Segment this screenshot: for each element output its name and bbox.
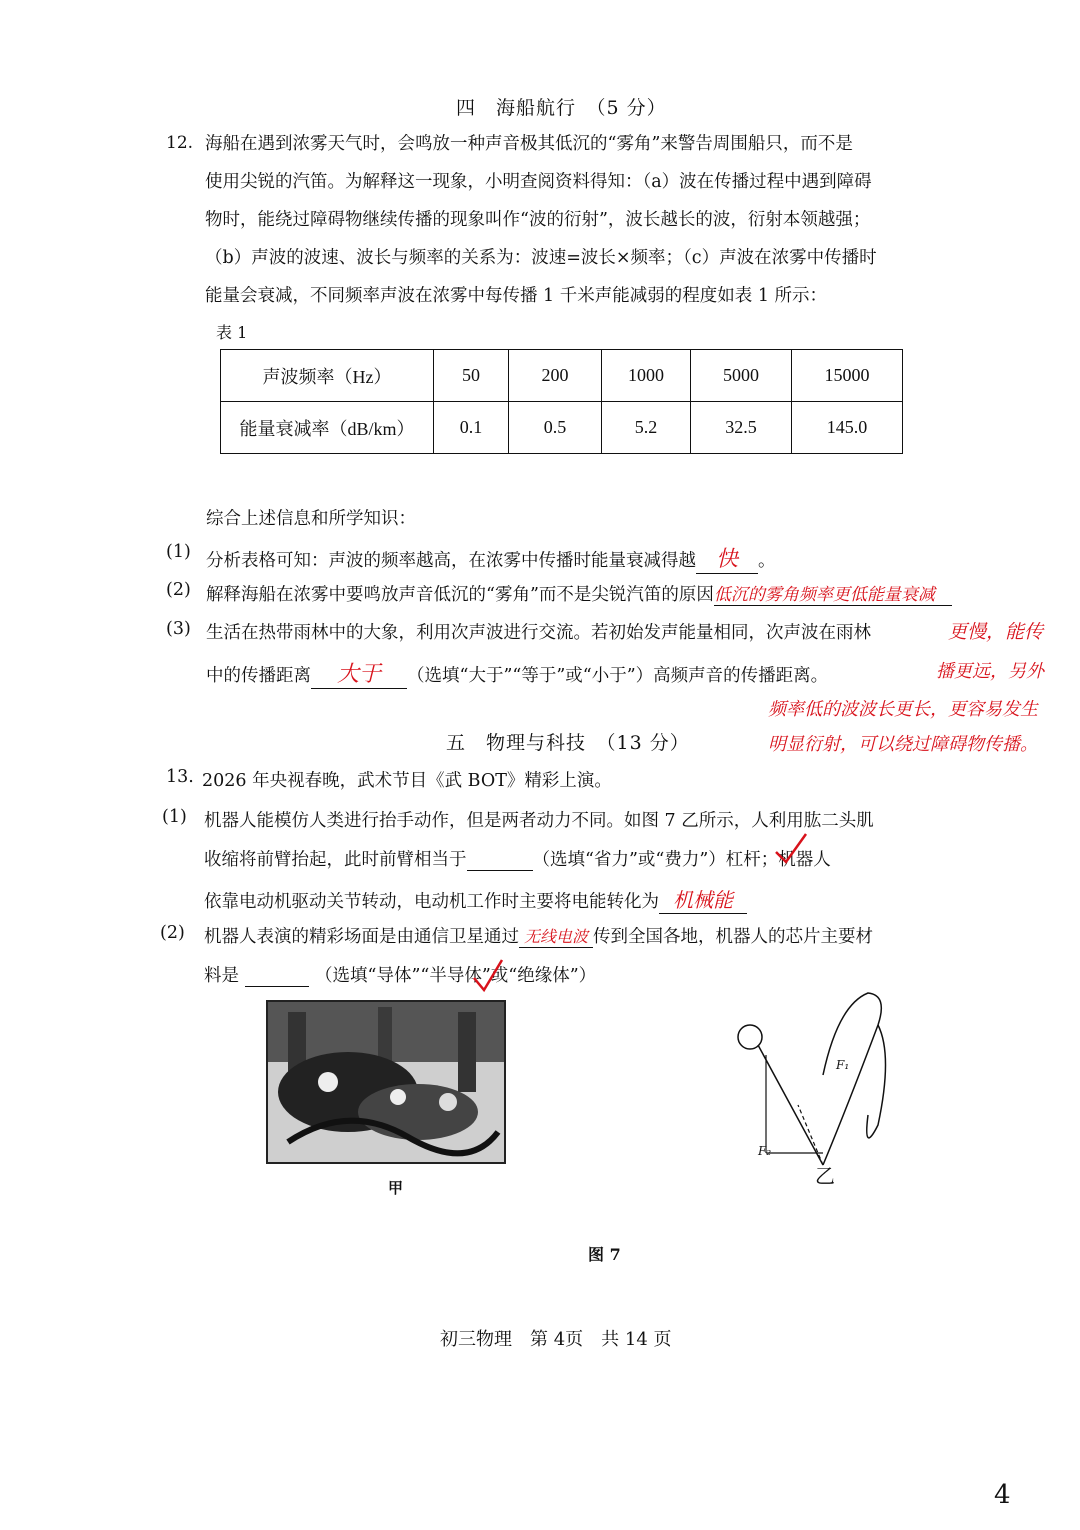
figure-label-left: 甲 (388, 1179, 404, 1197)
figure-label-right: 乙 (815, 1164, 835, 1188)
q12-sub1-answer: 快 (696, 542, 758, 574)
q12-line-2: 使用尖锐的汽笛。为解释这一现象，小明查阅资料得知：（a）波在传播过程中遇到障碍 (205, 172, 872, 192)
q13-sub1-text-b: （选填“省力”或“费力”）杠杆；机器人 (532, 850, 831, 870)
q13-sub1-answer: 机械能 (659, 884, 747, 914)
q12-sub3-text-b: （选填“大于”“等于”或“小于”）高频声音的传播距离。 (407, 666, 829, 686)
q13-sub1-number: (1) (162, 807, 187, 827)
figure-photo-robot-performance (266, 1000, 506, 1164)
table-caption: 表 1 (216, 323, 248, 342)
q13-sub1-text-c: 依靠电动机驱动关节转动，电动机工作时主要将电能转化为 (204, 892, 659, 912)
table-cell: 0.1 (434, 402, 509, 454)
check-mark-icon (770, 828, 810, 868)
q12-sub2-text: 解释海船在浓雾中要鸣放声音低沉的“雾角”而不是尖锐汽笛的原因 (206, 585, 714, 605)
q13-number: 13. (166, 767, 194, 787)
page-number: 4 (994, 1480, 1011, 1510)
table-cell: 50 (434, 350, 509, 402)
q12-sub3-text-a: 中的传播距离 (206, 666, 311, 686)
q12-number: 12. (166, 133, 194, 153)
q13-sub2-line2 (204, 962, 596, 987)
q12-sub3-note4: 明显衍射，可以绕过障碍物传播。 (768, 734, 1038, 755)
force1-label: F₁ (836, 1058, 850, 1072)
q13-sub1-blank (467, 850, 533, 871)
q12-sub2-answer: 低沉的雾角频率更低能量衰减 (714, 580, 952, 606)
q13-stem: 2026 年央视春晚，武术节目《武 BOT》精彩上演。 (202, 771, 612, 791)
q12-sub3-note3: 频率低的波波长更长，更容易发生 (768, 699, 1038, 720)
q12-sub2-number: (2) (166, 580, 191, 600)
section5-title: 五 物理与科技 （13 分） (446, 732, 690, 754)
q13-sub2-text-c: 料是 (204, 966, 239, 986)
q12-sub3-answer: 大于 (311, 657, 407, 689)
table-cell: 5000 (691, 350, 792, 402)
q12-line-1: 海船在遇到浓雾天气时，会鸣放一种声音极其低沉的“雾角”来警告周围船只，而不是 (205, 134, 853, 154)
page-footer: 初三物理 第 4页 共 14 页 (440, 1329, 672, 1350)
table-cell: 1000 (602, 350, 691, 402)
table-row-frequency (221, 350, 903, 402)
q12-sub3-note1: 更慢，能传 (948, 621, 1044, 643)
attenuation-table (220, 349, 903, 454)
q13-sub1-text-a: 收缩将前臂抬起，此时前臂相当于 (204, 850, 467, 870)
table-header-frequency: 声波频率（Hz） (221, 350, 434, 402)
q12-sub3-note2: 播更远，另外 (936, 661, 1044, 682)
q13-sub1-line3 (204, 884, 747, 914)
q12-sub3-line1: 生活在热带雨林中的大象，利用次声波进行交流。若初始发声能量相同，次声波在雨林 (206, 623, 871, 643)
force2-label: F₂ (758, 1144, 772, 1158)
table-header-attenuation: 能量衰减率（dB/km） (221, 402, 434, 454)
q12-sub2 (206, 580, 952, 606)
q12-sub1 (206, 542, 776, 574)
table-cell: 0.5 (509, 402, 602, 454)
check-mark-icon (470, 956, 506, 996)
arm-lever-diagram (728, 985, 908, 1185)
q12-line-3: 物时，能绕过障碍物继续传播的现象叫作“波的衍射”，波长越长的波，衍射本领越强； (205, 210, 871, 230)
q13-sub2-text-d: （选填“导体”“半导体”或“绝缘体”） (315, 966, 597, 986)
table-cell: 200 (509, 350, 602, 402)
q12-sub1-text: 分析表格可知：声波的频率越高，在浓雾中传播时能量衰减得越 (206, 551, 696, 571)
q13-sub2-text-b: 传到全国各地，机器人的芯片主要材 (593, 927, 873, 947)
q13-sub1-line1: 机器人能模仿人类进行抬手动作，但是两者动力不同。如图 7 乙所示，人利用肱二头肌 (204, 811, 874, 831)
q13-sub2-number: (2) (160, 923, 185, 943)
q13-sub2-blank (245, 966, 309, 987)
section4-title: 四 海船航行 （5 分） (456, 97, 667, 119)
table-cell: 5.2 (602, 402, 691, 454)
q13-sub1-line2 (204, 846, 831, 871)
q12-sub3-line2 (206, 657, 828, 689)
q12-intro: 综合上述信息和所学知识： (206, 509, 416, 529)
q13-sub2-text-a: 机器人表演的精彩场面是由通信卫星通过 (204, 927, 519, 947)
figure-caption: 图 7 (588, 1245, 621, 1264)
q12-sub3-number: (3) (166, 619, 191, 639)
table-row-attenuation (221, 402, 903, 454)
table-cell: 32.5 (691, 402, 792, 454)
q12-sub1-end: 。 (758, 551, 776, 571)
q12-line-5: 能量会衰减，不同频率声波在浓雾中每传播 1 千米声能减弱的程度如表 1 所示： (205, 286, 828, 306)
robot-stage-illustration (268, 1002, 504, 1162)
q13-sub2-answer: 无线电波 (519, 924, 593, 948)
q12-sub1-number: (1) (166, 542, 191, 562)
q13-sub2-line1 (204, 923, 873, 948)
table-cell: 145.0 (792, 402, 903, 454)
q12-line-4: （b）声波的波速、波长与频率的关系为：波速=波长×频率；（c）声波在浓雾中传播时 (205, 248, 877, 268)
upper-arm-outline (823, 993, 881, 1165)
table-cell: 15000 (792, 350, 903, 402)
